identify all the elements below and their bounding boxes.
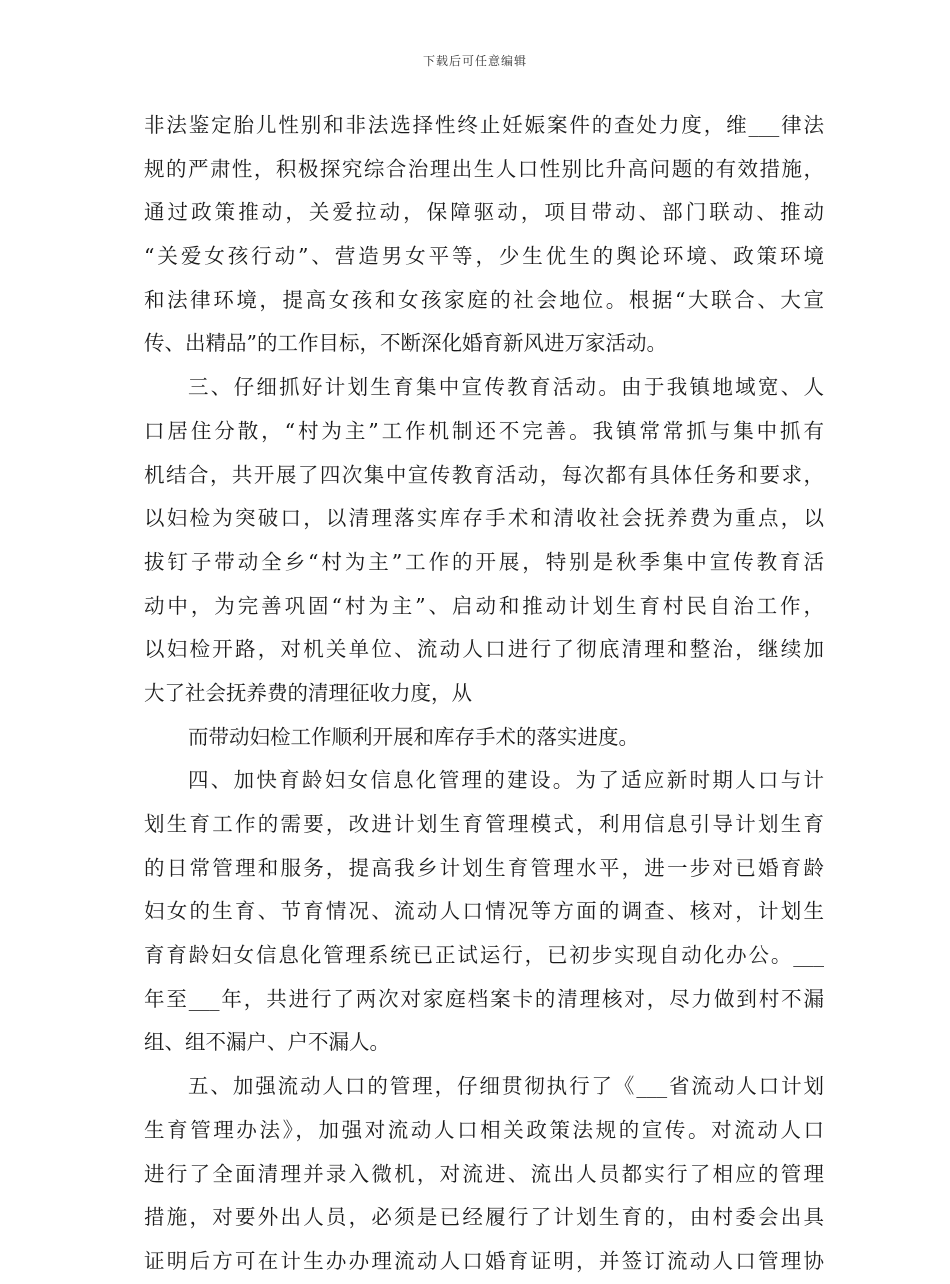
text-line: 措施，对要外出人员，必须是已经履行了计划生育的，由村委会出具 bbox=[144, 1205, 824, 1230]
text-line: 育育龄妇女信息化管理系统已正试运行，已初步实现自动化办公。___ bbox=[144, 943, 824, 968]
text-line: 的日常管理和服务，提高我乡计划生育管理水平，进一步对已婚育龄 bbox=[144, 855, 824, 880]
text-line: 年至___年，共进行了两次对家庭档案卡的清理核对，尽力做到村不漏 bbox=[144, 986, 824, 1011]
text-line: 传、出精品”的工作目标，不断深化婚育新风进万家活动。 bbox=[144, 331, 667, 356]
text-line: 四、加快育龄妇女信息化管理的建设。为了适应新时期人口与计 bbox=[188, 768, 824, 793]
text-line: 大了社会抚养费的清理征收力度，从 bbox=[144, 680, 472, 705]
text-line: 以妇检开路，对机关单位、流动人口进行了彻底清理和整治，继续加 bbox=[144, 637, 824, 662]
page-header: 下载后可任意编辑 bbox=[422, 54, 527, 68]
text-line: 证明后方可在计生办办理流动人口婚育证明，并签订流动人口管理协 bbox=[144, 1248, 824, 1273]
text-line: 动中，为完善巩固“村为主”、启动和推动计划生育村民自治工作， bbox=[144, 593, 824, 618]
text-line: 拔钉子带动全乡“村为主”工作的开展，特别是秋季集中宣传教育活 bbox=[144, 549, 824, 574]
text-line: 规的严肃性，积极探究综合治理出生人口性别比升高问题的有效措施， bbox=[144, 156, 824, 181]
text-line: 五、加强流动人口的管理，仔细贯彻执行了《___省流动人口计划 bbox=[188, 1074, 824, 1099]
text-line: 口居住分散，“村为主”工作机制还不完善。我镇常常抓与集中抓有 bbox=[144, 418, 824, 443]
text-line: 以妇检为突破口，以清理落实库存手术和清收社会抚养费为重点，以 bbox=[144, 506, 824, 531]
text-line: 通过政策推动，关爱拉动，保障驱动，项目带动、部门联动、推动 bbox=[144, 200, 824, 225]
text-line: 进行了全面清理并录入微机，对流进、流出人员都实行了相应的管理 bbox=[144, 1161, 824, 1186]
text-line: 和法律环境，提高女孩和女孩家庭的社会地位。根据“大联合、大宣 bbox=[144, 287, 824, 312]
text-line: 生育管理办法》，加强对流动人口相关政策法规的宣传。对流动人口 bbox=[144, 1117, 824, 1142]
text-line: 妇女的生育、节育情况、流动人口情况等方面的调查、核对，计划生 bbox=[144, 899, 824, 924]
text-line: 三、仔细抓好计划生育集中宣传教育活动。由于我镇地域宽、人 bbox=[188, 375, 824, 400]
text-line: 组、组不漏户、户不漏人。 bbox=[144, 1030, 390, 1055]
text-line: 机结合，共开展了四次集中宣传教育活动，每次都有具体任务和要求， bbox=[144, 462, 824, 487]
text-line: 非法鉴定胎儿性别和非法选择性终止妊娠案件的查处力度，维___律法 bbox=[144, 113, 824, 137]
document-body bbox=[144, 104, 824, 1284]
text-line: 划生育工作的需要，改进计划生育管理模式，利用信息引导计划生育 bbox=[144, 812, 824, 836]
text-line: 而带动妇检工作顺利开展和库存手术的落实进度。 bbox=[188, 724, 639, 749]
text-line: “关爱女孩行动”、营造男女平等，少生优生的舆论环境、政策环境 bbox=[144, 244, 824, 269]
